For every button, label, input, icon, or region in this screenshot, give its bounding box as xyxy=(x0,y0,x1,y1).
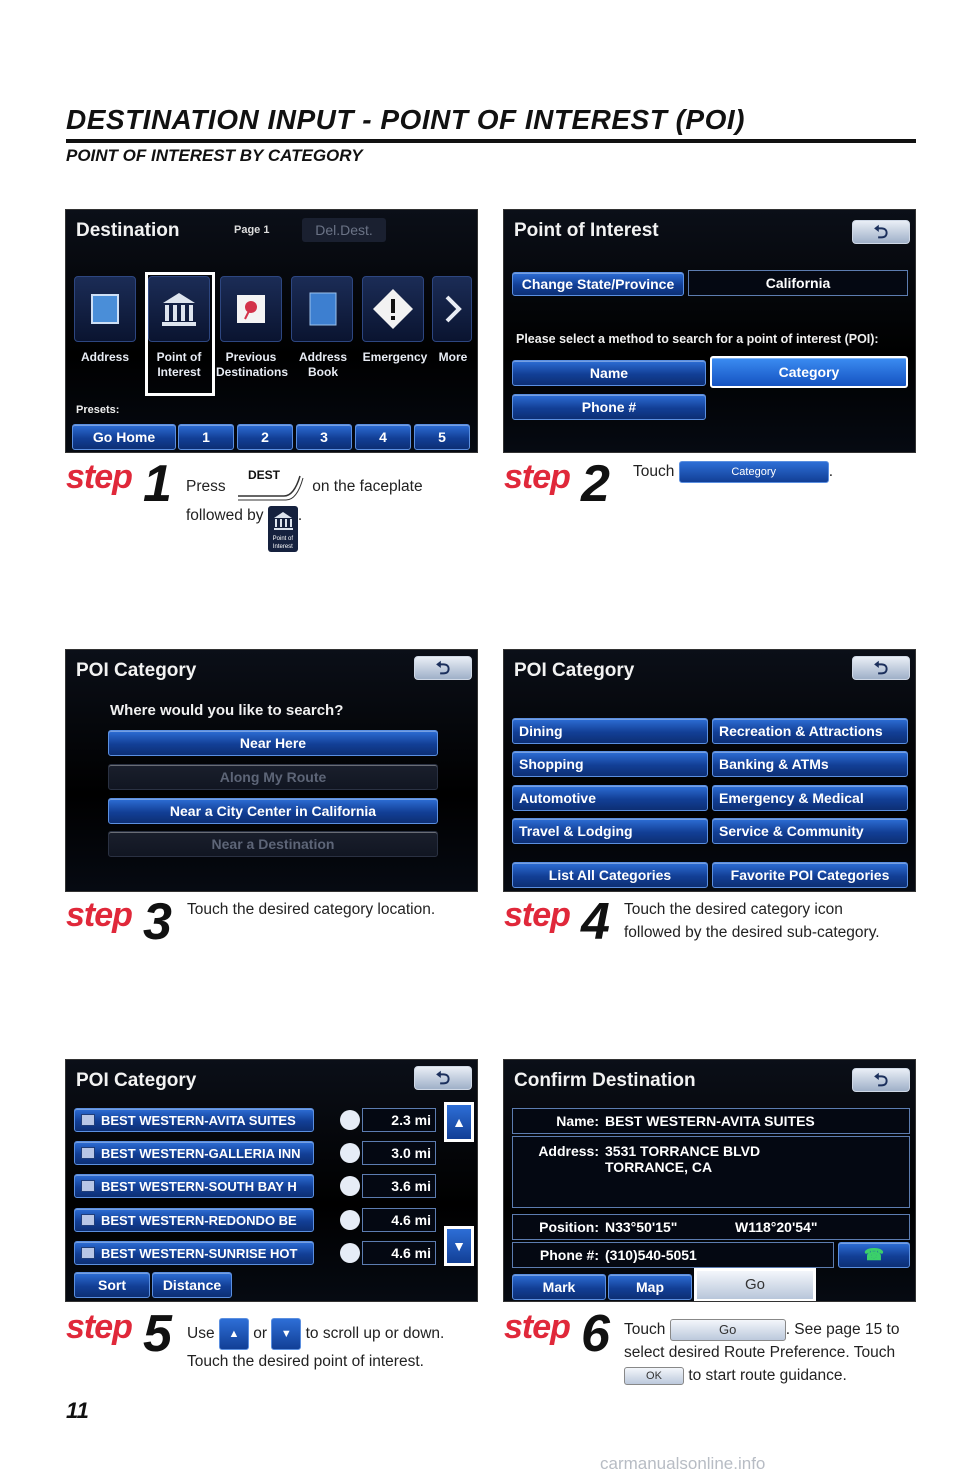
ok-chip: OK xyxy=(624,1367,684,1385)
step-5-number: 5 xyxy=(143,1305,172,1363)
building-icon xyxy=(268,506,298,536)
screen-point-of-interest xyxy=(503,209,916,453)
screen-title: Destination xyxy=(76,220,180,241)
category-dining-button[interactable]: Dining xyxy=(512,718,708,744)
preset-5-button[interactable]: 5 xyxy=(414,424,470,450)
arrow-right-icon xyxy=(433,277,471,341)
step-6-number: 6 xyxy=(581,1305,610,1363)
step-3-label: step xyxy=(66,896,132,934)
search-method-prompt: Please select a method to search for a point of interest (POI): xyxy=(516,332,879,346)
go-button[interactable]: Go xyxy=(694,1268,816,1302)
hotel-icon xyxy=(81,1114,95,1126)
more-label: More xyxy=(438,350,468,364)
map-icon xyxy=(75,277,135,341)
category-button[interactable]: Category xyxy=(710,356,908,388)
preset-2-button[interactable]: 2 xyxy=(237,424,293,450)
back-arrow-icon: ⮌ xyxy=(873,222,889,242)
step-3-text: Touch the desired category location. xyxy=(187,901,436,918)
direction-icon xyxy=(340,1143,360,1163)
near-here-button[interactable]: Near Here xyxy=(108,730,438,756)
category-shopping-button[interactable]: Shopping xyxy=(512,751,708,777)
page-subtitle: POINT OF INTEREST BY CATEGORY xyxy=(66,146,363,165)
category-travel-button[interactable]: Travel & Lodging xyxy=(512,818,708,844)
watermark: carmanualsonline.info xyxy=(600,1454,766,1473)
category-recreation-button[interactable]: Recreation & Attractions xyxy=(712,718,908,744)
result-row[interactable]: BEST WESTERN-REDONDO BE xyxy=(74,1208,314,1232)
point-of-interest-chip: Point of Interest xyxy=(268,506,298,552)
step-1-number: 1 xyxy=(143,455,172,513)
step-6-text: Touch Go . See page 15 to select desired Route Preference. Touch OK to start route guidance. xyxy=(624,1318,916,1387)
position-field: Position: N33°50'15" W118°20'54" xyxy=(512,1214,910,1240)
screen-poi-category-location xyxy=(65,649,478,892)
go-chip: Go xyxy=(670,1319,786,1341)
preset-go-home-button[interactable]: Go Home xyxy=(72,424,176,450)
change-state-button[interactable]: Change State/Province xyxy=(512,272,684,296)
hotel-icon xyxy=(81,1180,95,1192)
address-field: Address: 3531 TORRANCE BLVD TORRANCE, CA xyxy=(512,1136,910,1208)
category-service-button[interactable]: Service & Community xyxy=(712,818,908,844)
address-tile[interactable] xyxy=(74,276,136,342)
scroll-down-chip: ▼ xyxy=(271,1318,301,1350)
hotel-icon xyxy=(81,1147,95,1159)
preset-1-button[interactable]: 1 xyxy=(178,424,234,450)
warning-icon xyxy=(363,277,423,341)
scroll-down-icon: ▼ xyxy=(452,1238,466,1254)
result-distance: 4.6 mi xyxy=(362,1208,436,1232)
page-number: 11 xyxy=(66,1398,89,1423)
hotel-icon xyxy=(81,1214,95,1226)
list-all-categories-button[interactable]: List All Categories xyxy=(512,862,708,888)
near-city-center-button[interactable]: Near a City Center in California xyxy=(108,798,438,824)
address-book-label: Address Book xyxy=(298,350,348,379)
step-1-label: step xyxy=(66,458,132,496)
distance-button[interactable]: Distance xyxy=(152,1272,232,1298)
step-2-number: 2 xyxy=(581,455,610,513)
back-arrow-icon: ⮌ xyxy=(435,658,451,678)
preset-3-button[interactable]: 3 xyxy=(296,424,352,450)
result-row[interactable]: BEST WESTERN-GALLERIA INN xyxy=(74,1141,314,1165)
presets-label: Presets: xyxy=(76,404,120,416)
page-title: DESTINATION INPUT - POINT OF INTEREST (POI) xyxy=(66,104,745,135)
step-4-label: step xyxy=(504,896,570,934)
back-button[interactable] xyxy=(852,220,910,244)
phone-button[interactable]: Phone # xyxy=(512,394,706,420)
del-dest-button[interactable]: Del.Dest. xyxy=(302,218,386,242)
screen-title: POI Category xyxy=(514,660,635,681)
category-banking-button[interactable]: Banking & ATMs xyxy=(712,751,908,777)
step-4-number: 4 xyxy=(581,893,610,951)
along-my-route-button[interactable]: Along My Route xyxy=(108,764,438,790)
previous-destinations-label: Previous Destinations xyxy=(216,350,289,379)
step-5-label: step xyxy=(66,1308,132,1346)
hotel-icon xyxy=(81,1247,95,1259)
emergency-tile[interactable] xyxy=(362,276,424,342)
screen-poi-category-list xyxy=(503,649,916,892)
step-2-label: step xyxy=(504,458,570,496)
search-prompt: Where would you like to search? xyxy=(110,702,344,719)
call-button[interactable] xyxy=(838,1242,910,1268)
back-arrow-icon: ⮌ xyxy=(873,658,889,678)
back-button[interactable] xyxy=(414,656,472,680)
screen-title: Point of Interest xyxy=(514,220,659,241)
step-3-number: 3 xyxy=(143,893,172,951)
step-5-text: Use ▲ or ▼ to scroll up or down. Touch the desired point of interest. xyxy=(187,1318,477,1373)
scroll-up-button[interactable] xyxy=(444,1102,474,1142)
previous-destinations-tile[interactable] xyxy=(220,276,282,342)
screen-title: POI Category xyxy=(76,1070,197,1091)
dest-key-icon: DEST xyxy=(234,470,304,504)
scroll-down-button[interactable] xyxy=(444,1226,474,1266)
direction-icon xyxy=(340,1210,360,1230)
title-rule xyxy=(66,139,916,143)
book-icon xyxy=(292,277,352,341)
near-destination-button[interactable]: Near a Destination xyxy=(108,831,438,857)
result-distance: 2.3 mi xyxy=(362,1108,436,1132)
more-tile[interactable] xyxy=(432,276,472,342)
result-row[interactable]: BEST WESTERN-SUNRISE HOT xyxy=(74,1241,314,1265)
selection-highlight xyxy=(145,272,215,396)
phone-field: Phone #: (310)540-5051 xyxy=(512,1242,834,1268)
back-button[interactable] xyxy=(852,656,910,680)
preset-4-button[interactable]: 4 xyxy=(355,424,411,450)
back-arrow-icon: ⮌ xyxy=(435,1068,451,1088)
screen-title: POI Category xyxy=(76,660,197,681)
direction-icon xyxy=(340,1110,360,1130)
scroll-up-chip: ▲ xyxy=(219,1318,249,1350)
back-button[interactable] xyxy=(414,1066,472,1090)
pin-icon xyxy=(221,277,281,341)
result-distance: 3.0 mi xyxy=(362,1141,436,1165)
back-button[interactable] xyxy=(852,1068,910,1092)
direction-icon xyxy=(340,1243,360,1263)
step-2-text: Touch Category . xyxy=(633,460,913,483)
name-field: Name: BEST WESTERN-AVITA SUITES xyxy=(512,1108,910,1134)
sort-button[interactable]: Sort xyxy=(74,1272,150,1298)
map-button[interactable]: Map xyxy=(608,1274,692,1300)
name-button[interactable]: Name xyxy=(512,360,706,386)
page-indicator: Page 1 xyxy=(234,224,270,236)
point-of-interest-label: Point of Interest xyxy=(156,350,202,379)
screen-title: Confirm Destination xyxy=(514,1070,696,1091)
direction-icon xyxy=(340,1176,360,1196)
screen-poi-results xyxy=(65,1059,478,1302)
address-label: Address xyxy=(80,350,130,364)
category-chip: Category xyxy=(679,461,829,483)
state-field: California xyxy=(688,270,908,296)
step-1-text: Press DEST on the faceplate followed by Point of Interest . xyxy=(186,468,423,550)
screen-destination xyxy=(65,209,478,453)
scroll-up-icon: ▲ xyxy=(452,1114,466,1130)
phone-icon: ☎ xyxy=(864,1247,884,1264)
category-emergency-button[interactable]: Emergency & Medical xyxy=(712,785,908,811)
favorite-poi-categories-button[interactable]: Favorite POI Categories xyxy=(712,862,908,888)
back-arrow-icon: ⮌ xyxy=(873,1070,889,1090)
result-row[interactable]: BEST WESTERN-SOUTH BAY H xyxy=(74,1174,314,1198)
mark-button[interactable]: Mark xyxy=(512,1274,606,1300)
emergency-label: Emergency xyxy=(362,350,428,364)
step-6-label: step xyxy=(504,1308,570,1346)
result-distance: 3.6 mi xyxy=(362,1174,436,1198)
result-row[interactable]: BEST WESTERN-AVITA SUITES xyxy=(74,1108,314,1132)
step-4-text: Touch the desired category icon followed by the desired sub-category. xyxy=(624,901,880,941)
address-book-tile[interactable] xyxy=(291,276,353,342)
screen-confirm-destination xyxy=(503,1059,916,1302)
result-distance: 4.6 mi xyxy=(362,1241,436,1265)
category-automotive-button[interactable]: Automotive xyxy=(512,785,708,811)
